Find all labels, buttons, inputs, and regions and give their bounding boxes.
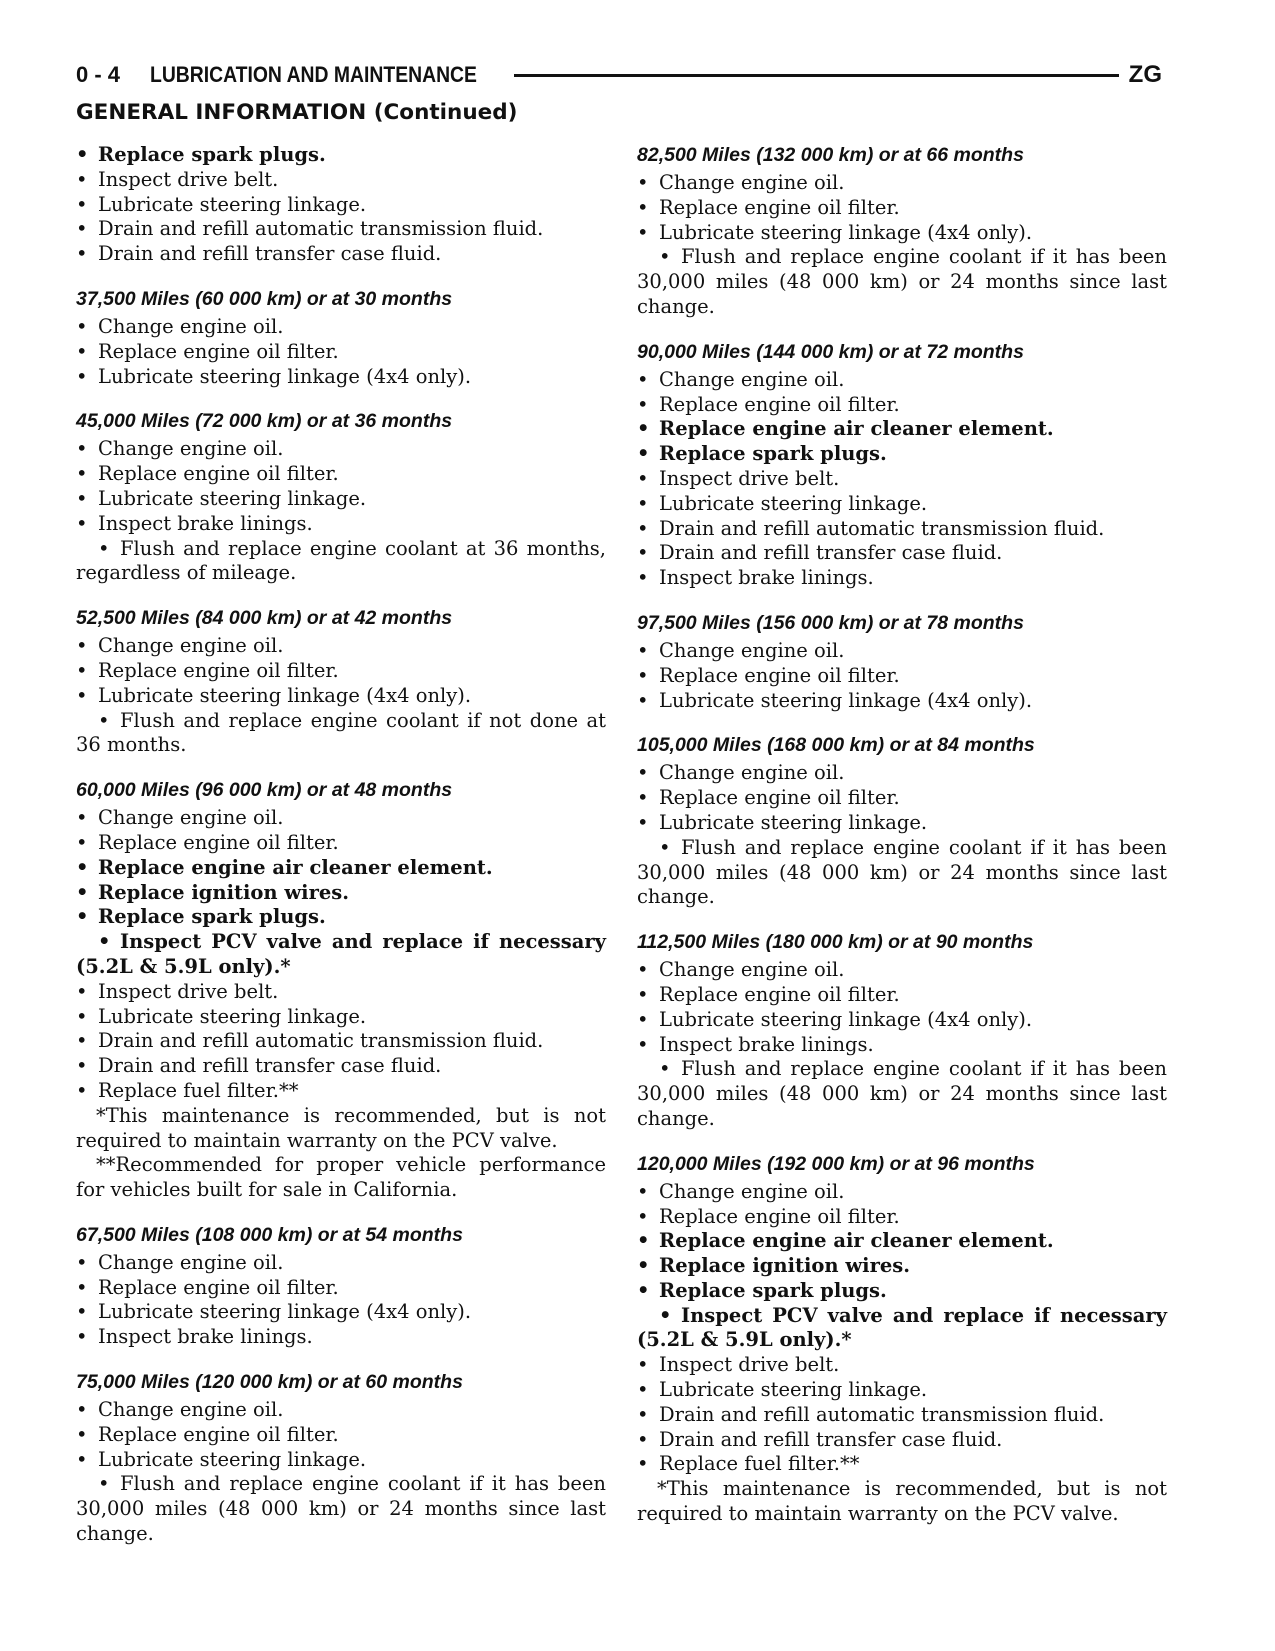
bullet-icon: • (76, 364, 88, 388)
bullet-icon: • (76, 1398, 88, 1422)
item-text: Replace ignition wires. (659, 1254, 911, 1278)
bullet-icon: • (637, 195, 649, 219)
bullet-icon: • (76, 1275, 88, 1299)
bullet-icon: • (637, 1278, 650, 1302)
maintenance-item (76, 193, 606, 218)
bullet-icon: • (637, 566, 649, 590)
maintenance-item (76, 512, 606, 537)
item-text: Replace engine oil filter. (98, 830, 339, 854)
bullet-icon: • (637, 367, 649, 391)
bullet-icon: • (76, 217, 88, 241)
item-text: Inspect brake linings. (98, 1325, 313, 1349)
interval-heading: 105,000 Miles (168 000 km) or at 84 months (637, 734, 1035, 757)
bullet-icon: • (98, 708, 110, 732)
item-text: Change engine oil. (98, 1398, 284, 1422)
maintenance-item (76, 365, 606, 390)
maintenance-item (637, 245, 1167, 319)
maintenance-item (76, 340, 606, 365)
maintenance-item (637, 393, 1167, 418)
maintenance-interval (637, 143, 1167, 320)
bullet-icon: • (76, 437, 88, 461)
maintenance-item (637, 171, 1167, 196)
bullet-icon: • (637, 958, 649, 982)
interval-heading: 60,000 Miles (96 000 km) or at 48 months (76, 779, 453, 802)
item-text: Drain and refill transfer case fluid. (659, 1427, 1003, 1451)
header-rule (514, 74, 1119, 77)
item-text: Replace engine air cleaner element. (98, 855, 493, 879)
maintenance-interval (76, 143, 606, 267)
maintenance-item (76, 684, 606, 709)
maintenance-item (637, 689, 1167, 714)
item-text: Replace spark plugs. (98, 143, 326, 166)
maintenance-item (76, 831, 606, 856)
item-text: Drain and refill automatic transmission fluid. (98, 1029, 544, 1053)
interval-heading: 90,000 Miles (144 000 km) or at 72 months (637, 340, 1024, 363)
bullet-icon: • (637, 442, 650, 466)
interval-heading: 67,500 Miles (108 000 km) or at 54 months (76, 1223, 463, 1246)
maintenance-item (637, 1205, 1167, 1230)
item-text: Replace engine oil filter. (659, 195, 900, 219)
interval-heading: 37,500 Miles (60 000 km) or at 30 months (76, 287, 453, 310)
item-text: Replace spark plugs. (659, 1278, 887, 1302)
item-text: Inspect brake linings. (659, 566, 874, 590)
item-text: Replace engine oil filter. (659, 786, 900, 810)
maintenance-item (76, 1472, 606, 1546)
bullet-icon: • (637, 417, 650, 441)
maintenance-item (637, 517, 1167, 542)
item-text: Replace fuel filter.** (98, 1078, 299, 1102)
maintenance-item (637, 983, 1167, 1008)
maintenance-item (637, 761, 1167, 786)
bullet-icon: • (76, 905, 89, 929)
bullet-icon: • (76, 683, 88, 707)
item-text: Replace engine oil filter. (98, 1422, 339, 1446)
maintenance-interval (76, 287, 606, 389)
maintenance-item (76, 242, 606, 267)
bullet-icon: • (76, 658, 88, 682)
bullet-icon: • (98, 930, 111, 954)
item-text: Change engine oil. (98, 314, 284, 338)
bullet-icon: • (659, 1303, 672, 1327)
item-text: Change engine oil. (659, 1179, 845, 1203)
bullet-icon: • (637, 786, 649, 810)
chapter-title: LUBRICATION AND MAINTENANCE (150, 62, 477, 87)
bullet-icon: • (76, 830, 88, 854)
maintenance-item (76, 856, 606, 881)
item-text: Change engine oil. (659, 958, 845, 982)
item-text: Inspect drive belt. (659, 1353, 840, 1377)
maintenance-item (637, 1057, 1167, 1131)
maintenance-item (76, 709, 606, 759)
item-text: Lubricate steering linkage (4x4 only). (659, 688, 1033, 712)
maintenance-item (637, 221, 1167, 246)
page-header (76, 60, 1162, 90)
left-column (76, 143, 606, 1567)
bullet-icon: • (637, 1032, 649, 1056)
item-text: Flush and replace engine coolant if it has been 30,000 miles (48 000 km) or 24 months since last change. (637, 835, 1167, 909)
item-text: Inspect drive belt. (98, 979, 279, 1003)
maintenance-item (76, 537, 606, 587)
bullet-icon: • (637, 1427, 649, 1451)
item-text: Replace spark plugs. (98, 905, 326, 929)
maintenance-item (76, 1054, 606, 1079)
page-number: 0 - 4 (76, 62, 121, 87)
bullet-icon: • (76, 242, 88, 266)
maintenance-item (76, 930, 606, 980)
bullet-icon: • (637, 516, 649, 540)
maintenance-interval (637, 733, 1167, 910)
bullet-icon: • (637, 171, 649, 194)
item-text: Drain and refill automatic transmission fluid. (659, 516, 1105, 540)
bullet-icon: • (76, 806, 88, 830)
maintenance-item (637, 541, 1167, 566)
bullet-icon: • (637, 466, 649, 490)
item-text: Lubricate steering linkage. (659, 1378, 928, 1402)
interval-heading: 75,000 Miles (120 000 km) or at 60 months (76, 1371, 463, 1394)
item-text: Replace spark plugs. (659, 442, 887, 466)
bullet-icon: • (76, 880, 89, 904)
item-text: Drain and refill automatic transmission fluid. (659, 1402, 1105, 1426)
item-text: Drain and refill transfer case fluid. (659, 541, 1003, 565)
item-text: Lubricate steering linkage. (98, 192, 367, 216)
maintenance-item (637, 1033, 1167, 1058)
maintenance-item (637, 1254, 1167, 1279)
item-text: **Recommended for proper vehicle performance for vehicles built for sale in California. (76, 1153, 606, 1202)
bullet-icon: • (637, 1204, 649, 1228)
maintenance-interval (76, 1223, 606, 1350)
maintenance-item (637, 1353, 1167, 1378)
interval-heading: 112,500 Miles (180 000 km) or at 90 months (637, 931, 1034, 954)
bullet-icon: • (659, 245, 671, 269)
item-text: Flush and replace engine coolant if it has been 30,000 miles (48 000 km) or 24 months since last change. (637, 1057, 1167, 1130)
interval-heading: 82,500 Miles (132 000 km) or at 66 months (637, 144, 1024, 166)
item-text: Inspect brake linings. (98, 511, 313, 535)
footnote (637, 1477, 1167, 1527)
item-text: Lubricate steering linkage. (659, 491, 928, 515)
bullet-icon: • (76, 1300, 88, 1324)
maintenance-item (637, 1452, 1167, 1477)
bullet-icon: • (98, 1472, 110, 1496)
bullet-icon: • (76, 1422, 88, 1446)
maintenance-item (76, 1398, 606, 1423)
item-text: Replace engine oil filter. (98, 462, 339, 486)
item-text: Drain and refill automatic transmission fluid. (98, 217, 544, 241)
item-text: Replace engine oil filter. (98, 339, 339, 363)
item-text: Drain and refill transfer case fluid. (98, 1054, 442, 1078)
maintenance-item (637, 442, 1167, 467)
item-text: Replace engine oil filter. (659, 392, 900, 416)
bullet-icon: • (76, 1004, 88, 1028)
item-text: Replace fuel filter.** (659, 1452, 860, 1476)
maintenance-item (637, 368, 1167, 393)
bullet-icon: • (76, 1250, 88, 1274)
maintenance-item (637, 639, 1167, 664)
maintenance-interval (76, 606, 606, 758)
maintenance-item (637, 1180, 1167, 1205)
item-text: Change engine oil. (659, 367, 845, 391)
maintenance-item (76, 315, 606, 340)
bullet-icon: • (637, 491, 649, 515)
bullet-icon: • (76, 192, 88, 216)
maintenance-interval (637, 930, 1167, 1132)
item-text: Inspect PCV valve and replace if necessary (5.2L & 5.9L only).* (637, 1303, 1167, 1352)
interval-heading: 45,000 Miles (72 000 km) or at 36 months (76, 410, 453, 433)
bullet-icon: • (76, 1029, 88, 1053)
maintenance-interval (637, 611, 1167, 713)
item-text: *This maintenance is recommended, but is not required to maintain warranty on the PCV valve. (76, 1103, 606, 1152)
interval-heading: 120,000 Miles (192 000 km) or at 96 months (637, 1152, 1035, 1175)
item-text: Lubricate steering linkage (4x4 only). (98, 364, 472, 388)
bullet-icon: • (659, 835, 671, 859)
item-text: Replace engine oil filter. (659, 982, 900, 1006)
maintenance-item (76, 168, 606, 193)
maintenance-item (637, 1008, 1167, 1033)
model-code: ZG (1128, 61, 1162, 88)
maintenance-item (76, 217, 606, 242)
interval-heading: 52,500 Miles (84 000 km) or at 42 months (76, 607, 453, 630)
bullet-icon: • (637, 1254, 650, 1278)
maintenance-item (637, 492, 1167, 517)
bullet-icon: • (76, 855, 89, 879)
maintenance-item (76, 1276, 606, 1301)
bullet-icon: • (76, 511, 88, 535)
item-text: Lubricate steering linkage. (98, 1004, 367, 1028)
maintenance-item (637, 836, 1167, 910)
maintenance-item (76, 1079, 606, 1104)
item-text: Change engine oil. (659, 171, 845, 194)
item-text: Lubricate steering linkage. (659, 810, 928, 834)
maintenance-item (76, 806, 606, 831)
item-text: Flush and replace engine coolant if not done at 36 months. (76, 708, 606, 757)
item-text: Flush and replace engine coolant at 36 months, regardless of mileage. (76, 536, 606, 585)
maintenance-item (76, 980, 606, 1005)
bullet-icon: • (637, 1229, 650, 1253)
bullet-icon: • (637, 663, 649, 687)
bullet-icon: • (76, 634, 88, 658)
bullet-icon: • (637, 541, 649, 565)
maintenance-item (76, 437, 606, 462)
maintenance-item (637, 566, 1167, 591)
item-text: Lubricate steering linkage (4x4 only). (659, 1007, 1033, 1031)
maintenance-interval (76, 778, 606, 1203)
maintenance-item (76, 1029, 606, 1054)
maintenance-item (637, 811, 1167, 836)
bullet-icon: • (637, 761, 649, 785)
interval-heading: 97,500 Miles (156 000 km) or at 78 months (637, 611, 1024, 634)
maintenance-item (637, 958, 1167, 983)
item-text: Change engine oil. (659, 761, 845, 785)
maintenance-item (637, 196, 1167, 221)
maintenance-item (76, 905, 606, 930)
maintenance-item (637, 1378, 1167, 1403)
bullet-icon: • (637, 1179, 649, 1203)
maintenance-item (76, 881, 606, 906)
item-text: Change engine oil. (98, 437, 284, 461)
maintenance-item (637, 786, 1167, 811)
maintenance-item (637, 467, 1167, 492)
item-text: Drain and refill transfer case fluid. (98, 242, 442, 266)
maintenance-item (76, 487, 606, 512)
bullet-icon: • (76, 1325, 88, 1349)
section-title: GENERAL INFORMATION (Continued) (76, 100, 518, 125)
bullet-icon: • (637, 1402, 649, 1426)
bullet-icon: • (76, 462, 88, 486)
item-text: Replace engine oil filter. (659, 663, 900, 687)
maintenance-item (637, 1229, 1167, 1254)
maintenance-item (76, 1448, 606, 1473)
item-text: Replace ignition wires. (98, 880, 350, 904)
item-text: Change engine oil. (98, 634, 284, 658)
bullet-icon: • (637, 638, 649, 662)
item-text: Replace engine oil filter. (659, 1204, 900, 1228)
bullet-icon: • (637, 810, 649, 834)
maintenance-item (637, 1279, 1167, 1304)
bullet-icon: • (637, 220, 649, 244)
item-text: Inspect PCV valve and replace if necessary (5.2L & 5.9L only).* (76, 930, 606, 978)
item-text: Change engine oil. (98, 1250, 284, 1274)
maintenance-item (637, 664, 1167, 689)
maintenance-item (637, 417, 1167, 442)
maintenance-item (76, 659, 606, 684)
bullet-icon: • (637, 1452, 649, 1476)
right-column (637, 143, 1167, 1547)
bullet-icon: • (637, 1007, 649, 1031)
item-text: Inspect drive belt. (659, 466, 840, 490)
maintenance-item (76, 1005, 606, 1030)
maintenance-item (76, 143, 606, 168)
item-text: Replace engine air cleaner element. (659, 1229, 1054, 1253)
bullet-icon: • (637, 688, 649, 712)
maintenance-item (637, 1428, 1167, 1453)
item-text: Lubricate steering linkage. (98, 1447, 367, 1471)
bullet-icon: • (637, 1378, 649, 1402)
maintenance-item (76, 462, 606, 487)
maintenance-item (637, 1403, 1167, 1428)
bullet-icon: • (76, 486, 88, 510)
maintenance-interval (76, 1370, 606, 1547)
bullet-icon: • (76, 143, 89, 166)
item-text: Inspect drive belt. (98, 167, 279, 191)
maintenance-item (76, 634, 606, 659)
item-text: Lubricate steering linkage (4x4 only). (659, 220, 1033, 244)
bullet-icon: • (76, 339, 88, 363)
item-text: Flush and replace engine coolant if it has been 30,000 miles (48 000 km) or 24 months since last change. (76, 1472, 606, 1546)
footnote (76, 1104, 606, 1154)
item-text: Lubricate steering linkage. (98, 486, 367, 510)
bullet-icon: • (637, 1353, 649, 1377)
bullet-icon: • (76, 979, 88, 1003)
bullet-icon: • (76, 1054, 88, 1078)
item-text: *This maintenance is recommended, but is not required to maintain warranty on the PCV valve. (637, 1477, 1167, 1526)
item-text: Inspect brake linings. (659, 1032, 874, 1056)
bullet-icon: • (637, 392, 649, 416)
item-text: Lubricate steering linkage (4x4 only). (98, 683, 472, 707)
maintenance-interval (637, 340, 1167, 591)
bullet-icon: • (76, 1078, 88, 1102)
maintenance-item (76, 1251, 606, 1276)
bullet-icon: • (98, 536, 110, 560)
bullet-icon: • (637, 982, 649, 1006)
item-text: Flush and replace engine coolant if it has been 30,000 miles (48 000 km) or 24 months since last change. (637, 245, 1167, 318)
item-text: Replace engine air cleaner element. (659, 417, 1054, 441)
maintenance-item (76, 1325, 606, 1350)
item-text: Lubricate steering linkage (4x4 only). (98, 1300, 472, 1324)
bullet-icon: • (659, 1057, 671, 1081)
bullet-icon: • (76, 1447, 88, 1471)
footnote (76, 1153, 606, 1203)
maintenance-interval (637, 1152, 1167, 1527)
bullet-icon: • (76, 314, 88, 338)
maintenance-item (76, 1300, 606, 1325)
item-text: Change engine oil. (659, 638, 845, 662)
maintenance-interval (76, 409, 606, 586)
maintenance-item (637, 1304, 1167, 1354)
item-text: Change engine oil. (98, 806, 284, 830)
bullet-icon: • (76, 167, 88, 191)
maintenance-item (76, 1423, 606, 1448)
item-text: Replace engine oil filter. (98, 1275, 339, 1299)
item-text: Replace engine oil filter. (98, 658, 339, 682)
